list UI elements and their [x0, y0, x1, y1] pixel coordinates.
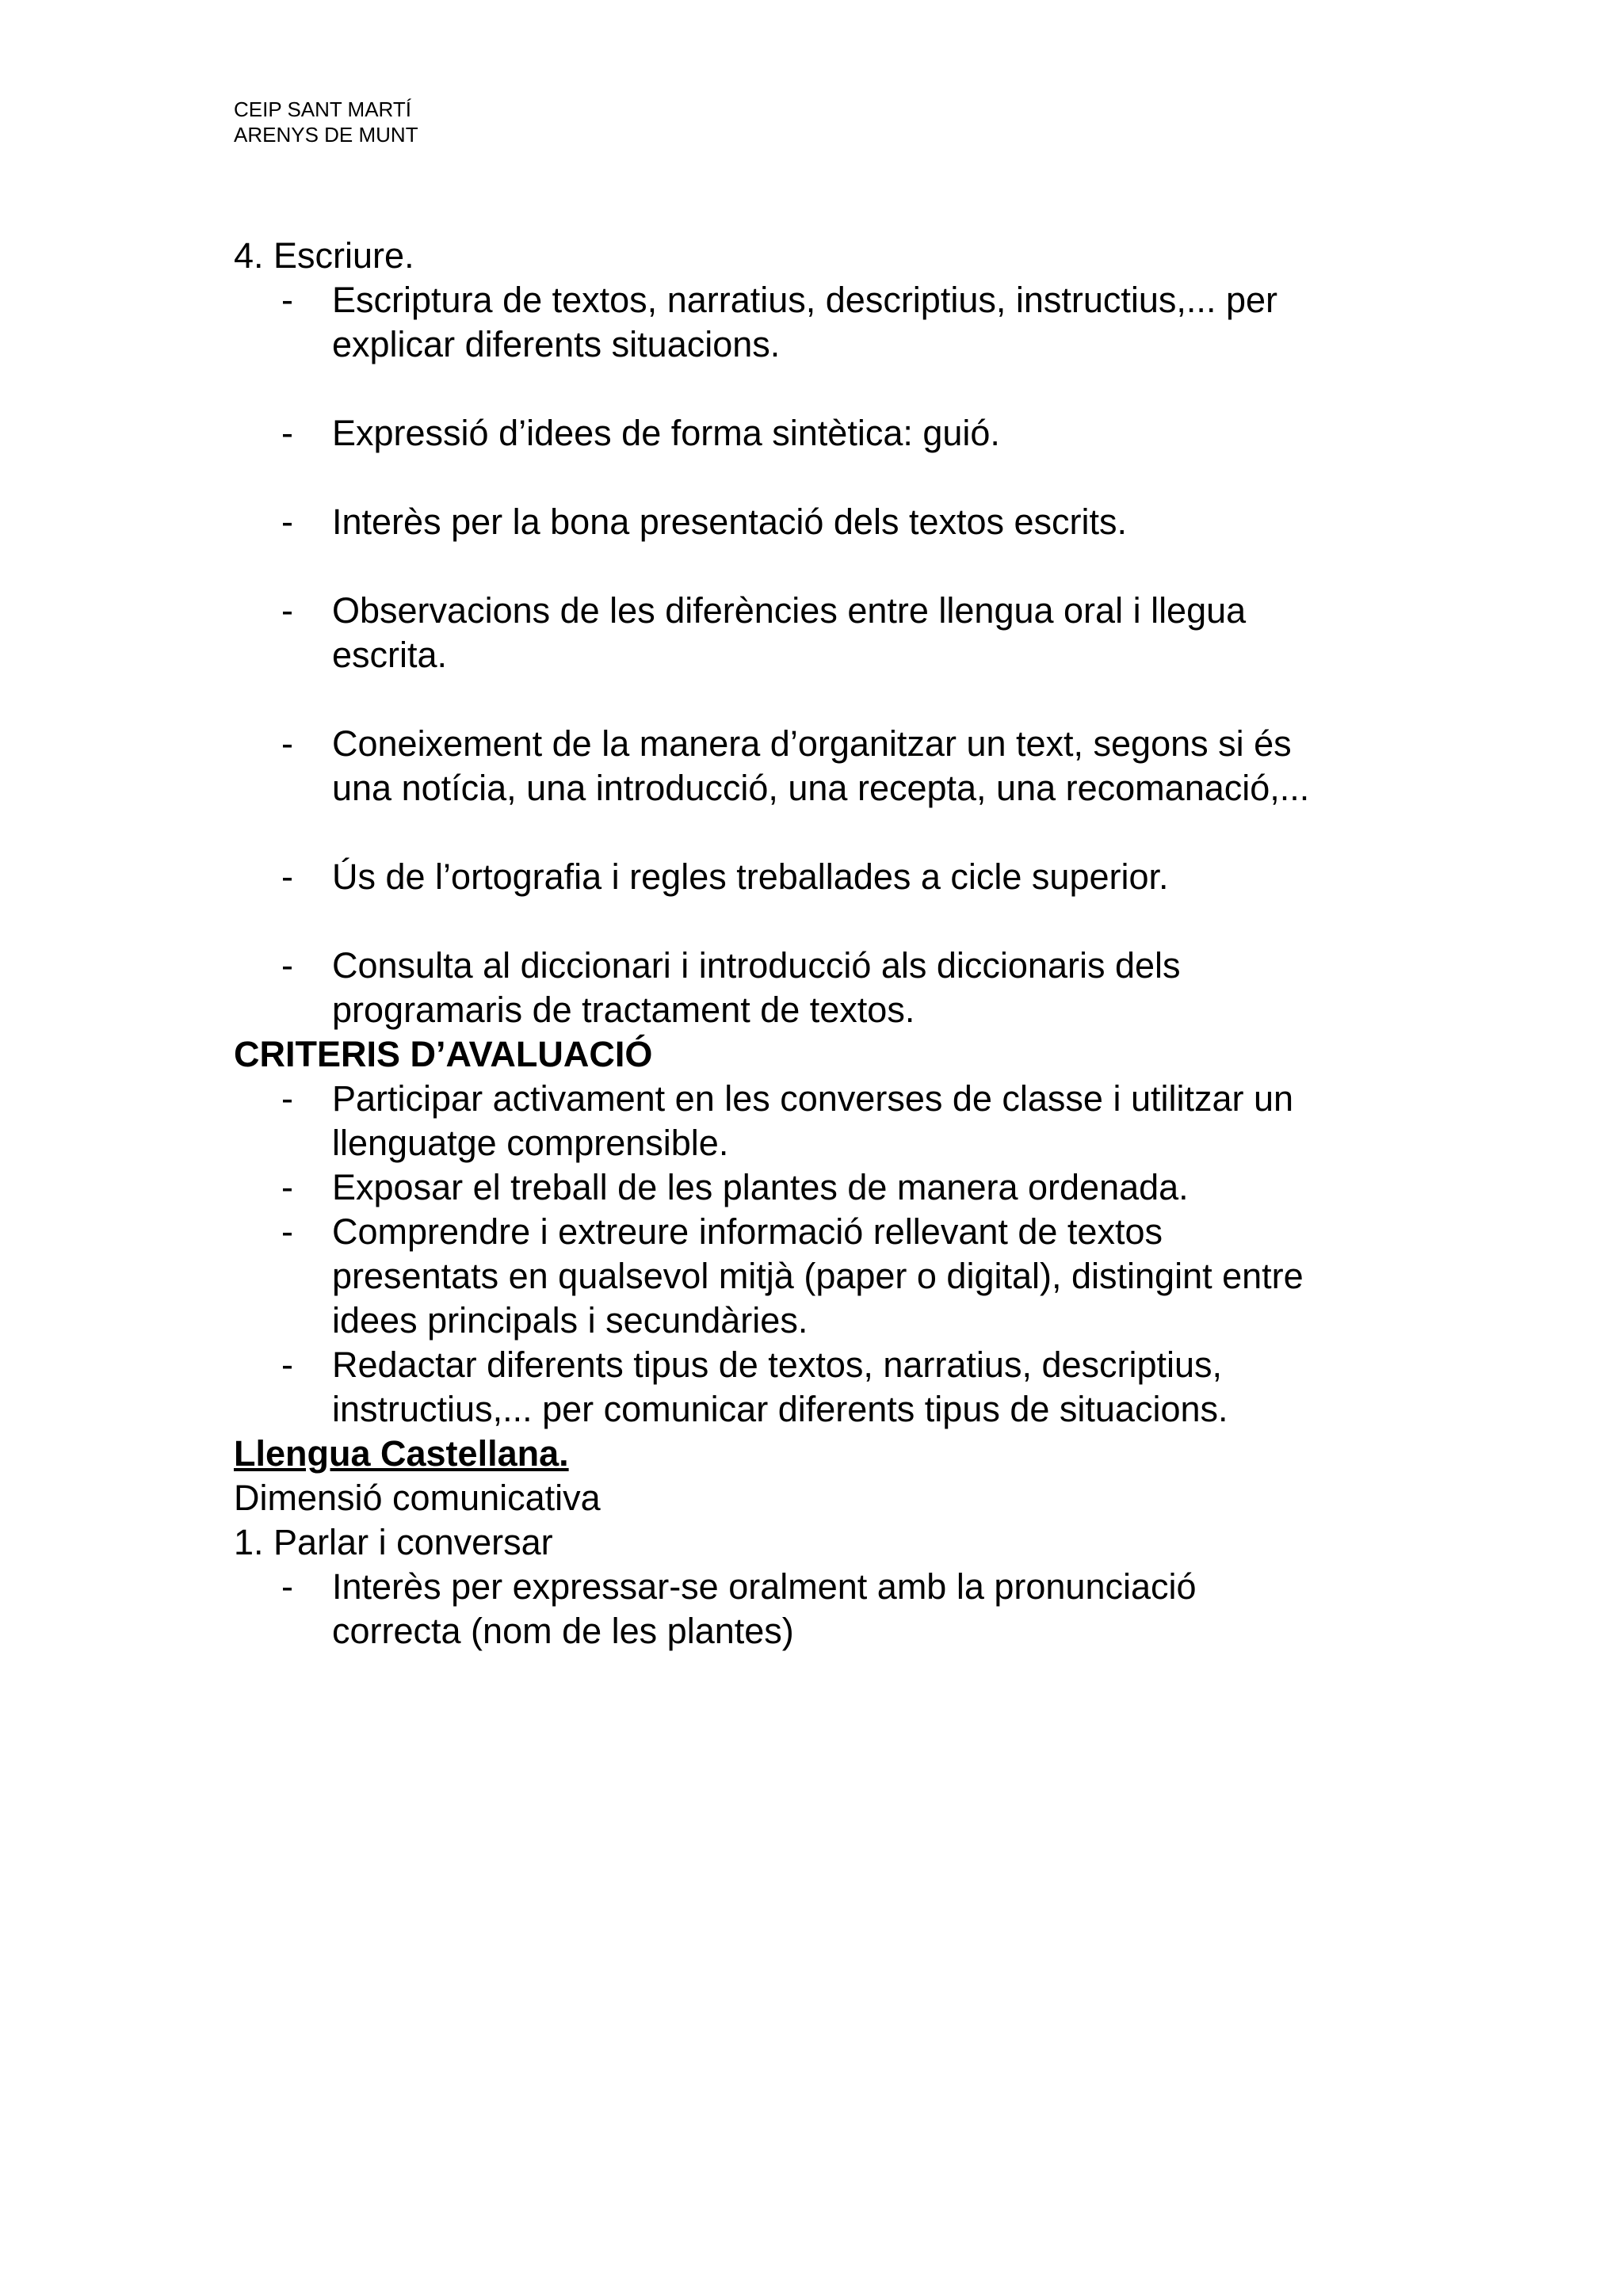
list-item: - Ús de l’ortografia i regles treballades a cicle superior. — [234, 855, 1407, 899]
list-item: - Escriptura de textos, narratius, descriptius, instructius,... per explicar diferents situacions. — [281, 280, 1277, 364]
document-header — [234, 97, 418, 147]
list-item: - Expressió d’idees de forma sintètica: guió. — [234, 411, 1407, 456]
list-item: - Consulta al diccionari i introducció als diccionaris dels programaris de tractament de textos. — [281, 945, 1181, 1030]
dash-bullet: - — [281, 1078, 293, 1119]
list-item: - Exposar el treball de les plantes de manera ordenada. — [234, 1165, 1407, 1210]
dimension-label: Dimensió comunicativa — [234, 1478, 601, 1518]
school-location: ARENYS DE MUNT — [234, 123, 418, 147]
castellana-heading: Llengua Castellana. — [234, 1433, 569, 1474]
document-body — [234, 234, 1407, 1653]
list-item: - Comprendre i extreure informació rellevant de textos presentats en qualsevol mitjà (paper o digital), distingint entre idees principals i secundàries. — [281, 1211, 1304, 1341]
dash-bullet: - — [281, 502, 293, 542]
list-item: - Interès per expressar-se oralment amb la pronunciació correcta (nom de les plantes) — [281, 1566, 1197, 1651]
criteris-heading: CRITERIS D’AVALUACIÓ — [234, 1034, 653, 1074]
section-title-escriure: 4. Escriure. — [234, 235, 414, 276]
list-item: - Coneixement de la manera d’organitzar un text, segons si és una notícia, una introducció, una recepta, una recomanació,... — [281, 723, 1310, 808]
dash-bullet: - — [281, 1344, 293, 1385]
dash-bullet: - — [281, 723, 293, 764]
criteris-list — [234, 1077, 1407, 1432]
dash-bullet: - — [281, 590, 293, 631]
dash-bullet: - — [281, 1167, 293, 1207]
list-item: - Interès per la bona presentació dels textos escrits. — [234, 500, 1407, 544]
castellana-list — [234, 1565, 1407, 1653]
dash-bullet: - — [281, 945, 293, 986]
school-name: CEIP SANT MARTÍ — [234, 97, 411, 121]
escriure-list — [234, 278, 1407, 1032]
dash-bullet: - — [281, 856, 293, 897]
dash-bullet: - — [281, 280, 293, 320]
dash-bullet: - — [281, 1211, 293, 1252]
list-item: - Redactar diferents tipus de textos, narratius, descriptius, instructius,... per comunicar diferents tipus de situacions. — [281, 1344, 1228, 1429]
dash-bullet: - — [281, 1566, 293, 1607]
list-item: - Participar activament en les converses de classe i utilitzar un llenguatge comprensible. — [281, 1078, 1294, 1163]
dash-bullet: - — [281, 413, 293, 453]
subsection-title: 1. Parlar i conversar — [234, 1522, 553, 1562]
list-item: - Observacions de les diferències entre llengua oral i llegua escrita. — [281, 590, 1247, 675]
